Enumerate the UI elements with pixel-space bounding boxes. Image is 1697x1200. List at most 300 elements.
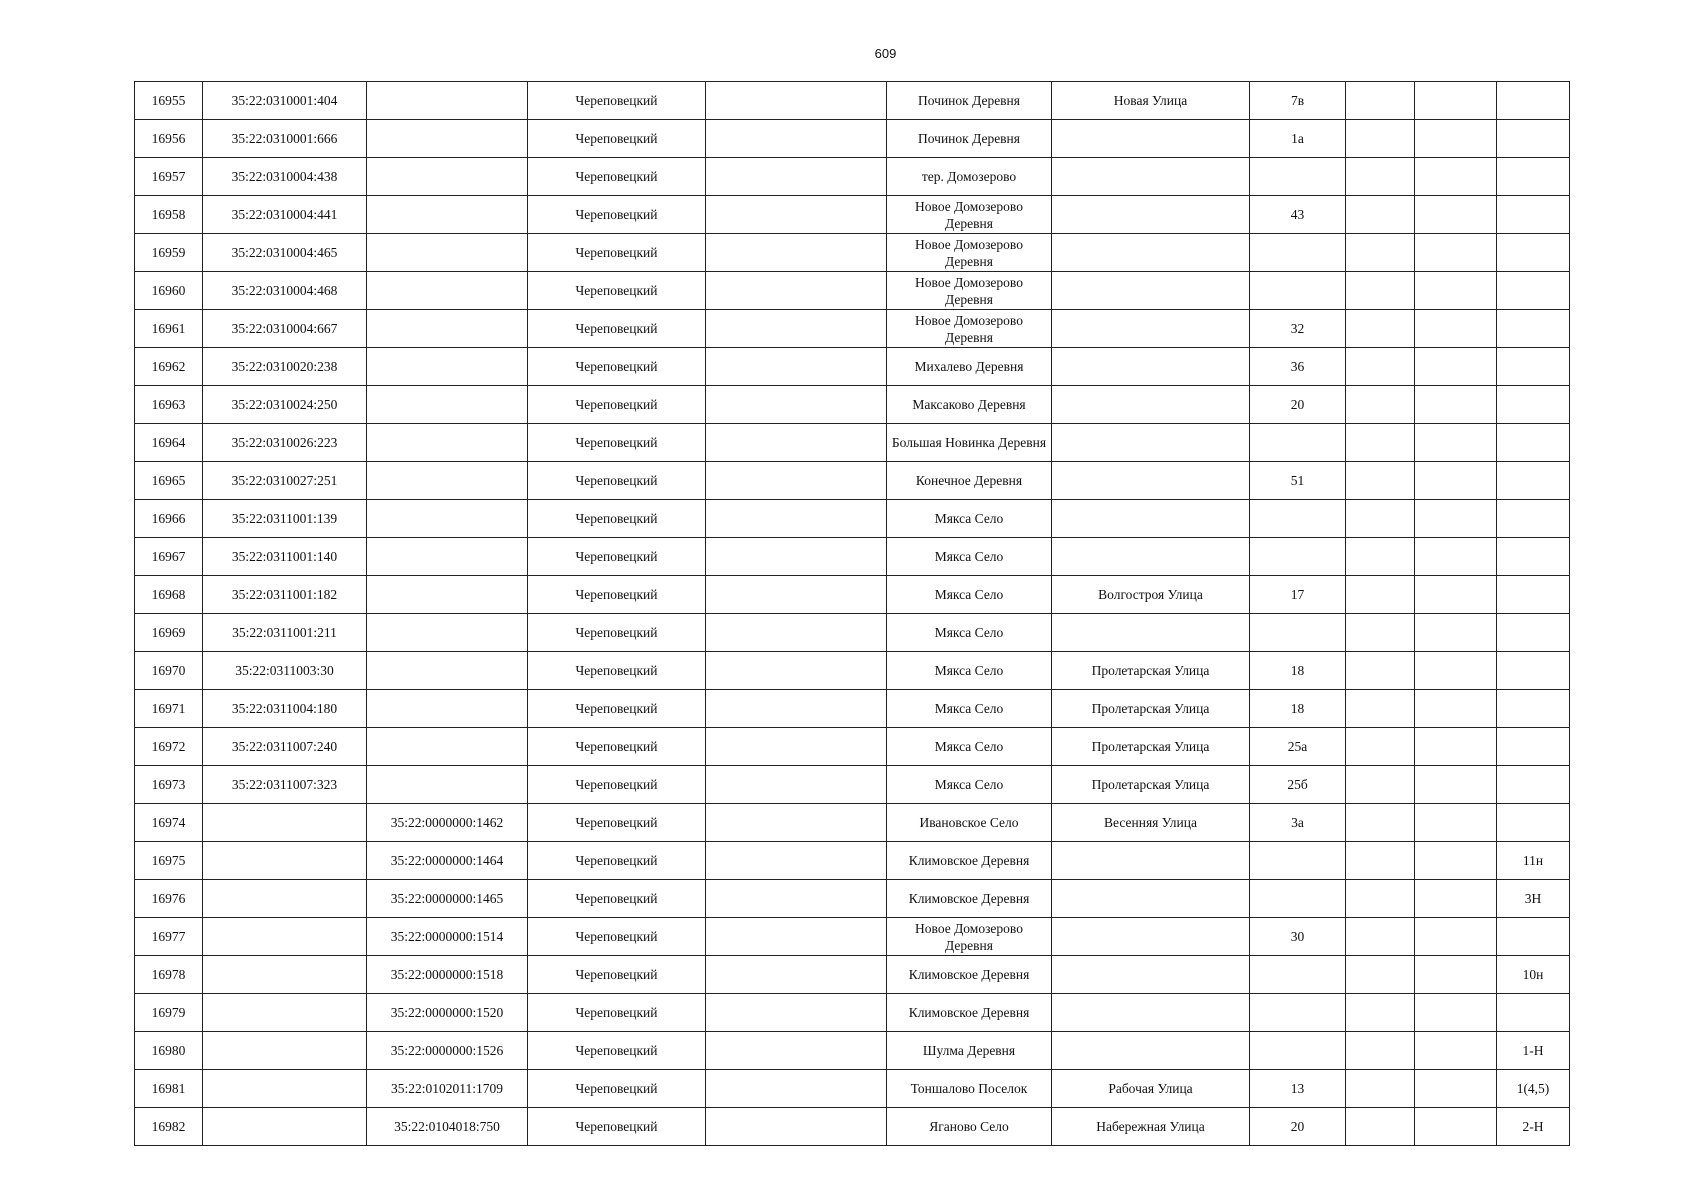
cell-district: Череповецкий [528,690,706,728]
cell-cadastral-number-alt [367,500,528,538]
cell-cadastral-number: 35:22:0310027:251 [203,462,367,500]
cell-locality: Новое Домозерово Деревня [887,234,1052,272]
cell-cadastral-number-alt [367,538,528,576]
cell-settlement-municipal [706,1032,887,1070]
cell-premises [1497,310,1570,348]
table-row [135,82,1570,120]
cell-row-number: 16980 [135,1032,203,1070]
cell-building [1346,728,1415,766]
cell-settlement-municipal [706,1108,887,1146]
cell-row-number: 16965 [135,462,203,500]
cell-district: Череповецкий [528,728,706,766]
cell-district: Череповецкий [528,804,706,842]
cell-district: Череповецкий [528,652,706,690]
cell-locality: Мякса Село [887,728,1052,766]
cell-row-number: 16973 [135,766,203,804]
cell-structure [1415,918,1497,956]
cell-street [1052,272,1250,310]
cell-row-number: 16963 [135,386,203,424]
cell-settlement-municipal [706,994,887,1032]
cell-locality: Мякса Село [887,576,1052,614]
cell-settlement-municipal [706,766,887,804]
cell-structure [1415,690,1497,728]
cell-premises [1497,462,1570,500]
cell-street [1052,196,1250,234]
cell-row-number: 16961 [135,310,203,348]
cell-building [1346,462,1415,500]
table-row [135,994,1570,1032]
cell-cadastral-number-alt [367,424,528,462]
table-row [135,728,1570,766]
cell-cadastral-number-alt [367,652,528,690]
cell-settlement-municipal [706,462,887,500]
cell-cadastral-number-alt [367,348,528,386]
cell-street [1052,1032,1250,1070]
cell-cadastral-number-alt [367,310,528,348]
cell-cadastral-number-alt [367,386,528,424]
cell-house-number [1250,994,1346,1032]
cell-building [1346,348,1415,386]
cell-settlement-municipal [706,310,887,348]
cell-district: Череповецкий [528,234,706,272]
table-row [135,690,1570,728]
cell-locality: Яганово Село [887,1108,1052,1146]
table-row [135,196,1570,234]
cell-settlement-municipal [706,652,887,690]
cell-locality: Новое Домозерово Деревня [887,918,1052,956]
cell-house-number [1250,956,1346,994]
cell-house-number [1250,1032,1346,1070]
cell-house-number: 3а [1250,804,1346,842]
cell-row-number: 16979 [135,994,203,1032]
cell-premises: 1-Н [1497,1032,1570,1070]
cell-premises [1497,158,1570,196]
cell-house-number: 7в [1250,82,1346,120]
cell-building [1346,652,1415,690]
cell-cadastral-number: 35:22:0310004:465 [203,234,367,272]
cell-house-number [1250,538,1346,576]
cell-locality: Мякса Село [887,690,1052,728]
cell-premises [1497,120,1570,158]
cell-building [1346,500,1415,538]
cell-premises [1497,386,1570,424]
table-row [135,766,1570,804]
cell-premises [1497,918,1570,956]
cell-structure [1415,348,1497,386]
cell-premises [1497,196,1570,234]
cell-building [1346,310,1415,348]
cell-district: Череповецкий [528,1032,706,1070]
cell-building [1346,994,1415,1032]
cell-district: Череповецкий [528,1108,706,1146]
cell-settlement-municipal [706,424,887,462]
cell-settlement-municipal [706,500,887,538]
cell-cadastral-number-alt [367,120,528,158]
cell-structure [1415,310,1497,348]
cell-district: Череповецкий [528,424,706,462]
page-number-text: 609 [874,46,897,61]
cell-settlement-municipal [706,538,887,576]
cell-row-number: 16968 [135,576,203,614]
cell-row-number: 16977 [135,918,203,956]
cell-row-number: 16956 [135,120,203,158]
table-row [135,1032,1570,1070]
cell-premises [1497,424,1570,462]
cell-cadastral-number-alt: 35:22:0000000:1462 [367,804,528,842]
table-row [135,272,1570,310]
cell-structure [1415,500,1497,538]
cell-premises [1497,728,1570,766]
cell-locality: Климовское Деревня [887,956,1052,994]
cell-premises: 11н [1497,842,1570,880]
cell-structure [1415,462,1497,500]
cell-cadastral-number: 35:22:0310001:404 [203,82,367,120]
cell-structure [1415,994,1497,1032]
table-row [135,1070,1570,1108]
cell-cadastral-number: 35:22:0310004:438 [203,158,367,196]
cell-house-number [1250,272,1346,310]
cell-cadastral-number [203,918,367,956]
cell-cadastral-number: 35:22:0311003:30 [203,652,367,690]
cell-cadastral-number-alt [367,614,528,652]
cell-row-number: 16971 [135,690,203,728]
cell-street [1052,234,1250,272]
cell-house-number: 30 [1250,918,1346,956]
cell-street: Пролетарская Улица [1052,652,1250,690]
cell-cadastral-number: 35:22:0311001:140 [203,538,367,576]
cell-street: Новая Улица [1052,82,1250,120]
cell-premises [1497,576,1570,614]
cell-cadastral-number-alt: 35:22:0000000:1526 [367,1032,528,1070]
cell-row-number: 16976 [135,880,203,918]
cell-premises [1497,348,1570,386]
cell-locality: Починок Деревня [887,120,1052,158]
table-row [135,424,1570,462]
cell-structure [1415,1108,1497,1146]
cell-locality: Ивановское Село [887,804,1052,842]
cell-cadastral-number: 35:22:0311001:182 [203,576,367,614]
cell-house-number: 36 [1250,348,1346,386]
cell-cadastral-number-alt: 35:22:0000000:1464 [367,842,528,880]
cell-street: Волгостроя Улица [1052,576,1250,614]
cell-street [1052,500,1250,538]
cell-building [1346,804,1415,842]
table-row [135,538,1570,576]
cell-cadastral-number-alt: 35:22:0000000:1514 [367,918,528,956]
table-row [135,652,1570,690]
cell-row-number: 16969 [135,614,203,652]
cell-street [1052,386,1250,424]
cell-premises [1497,82,1570,120]
cell-structure [1415,1032,1497,1070]
cell-building [1346,158,1415,196]
cell-row-number: 16972 [135,728,203,766]
cell-row-number: 16970 [135,652,203,690]
cell-cadastral-number-alt: 35:22:0000000:1518 [367,956,528,994]
cell-district: Череповецкий [528,500,706,538]
cell-house-number [1250,842,1346,880]
cell-structure [1415,804,1497,842]
cell-settlement-municipal [706,576,887,614]
cell-settlement-municipal [706,158,887,196]
table-row [135,462,1570,500]
cell-structure [1415,842,1497,880]
cell-district: Череповецкий [528,348,706,386]
cell-cadastral-number: 35:22:0310004:468 [203,272,367,310]
cell-street: Пролетарская Улица [1052,690,1250,728]
cell-premises [1497,690,1570,728]
cell-cadastral-number: 35:22:0311001:139 [203,500,367,538]
cell-district: Череповецкий [528,614,706,652]
cell-house-number: 13 [1250,1070,1346,1108]
cell-cadastral-number: 35:22:0310026:223 [203,424,367,462]
cell-settlement-municipal [706,842,887,880]
cell-settlement-municipal [706,1070,887,1108]
table-row [135,842,1570,880]
cell-street [1052,348,1250,386]
cell-house-number [1250,424,1346,462]
cell-building [1346,272,1415,310]
cell-district: Череповецкий [528,386,706,424]
cell-locality: Климовское Деревня [887,880,1052,918]
table-row [135,956,1570,994]
cell-row-number: 16964 [135,424,203,462]
cell-cadastral-number [203,1070,367,1108]
cell-house-number: 32 [1250,310,1346,348]
cell-locality: Климовское Деревня [887,994,1052,1032]
cell-building [1346,690,1415,728]
cell-locality: Климовское Деревня [887,842,1052,880]
cell-locality: Мякса Село [887,614,1052,652]
cell-district: Череповецкий [528,82,706,120]
cell-locality: Мякса Село [887,500,1052,538]
cell-settlement-municipal [706,272,887,310]
cell-house-number [1250,880,1346,918]
cell-building [1346,1032,1415,1070]
cell-street [1052,462,1250,500]
cell-cadastral-number-alt [367,234,528,272]
page-number [0,46,1697,61]
cell-district: Череповецкий [528,196,706,234]
cell-cadastral-number-alt [367,576,528,614]
cell-street [1052,538,1250,576]
cell-cadastral-number [203,842,367,880]
table-row [135,804,1570,842]
cell-cadastral-number-alt: 35:22:0104018:750 [367,1108,528,1146]
cell-cadastral-number-alt [367,690,528,728]
cell-structure [1415,120,1497,158]
cell-building [1346,880,1415,918]
table-row [135,386,1570,424]
cell-structure [1415,386,1497,424]
cell-premises: 10н [1497,956,1570,994]
table-row [135,880,1570,918]
cell-street [1052,880,1250,918]
cell-street [1052,310,1250,348]
cell-locality: Максаково Деревня [887,386,1052,424]
cell-row-number: 16959 [135,234,203,272]
cell-structure [1415,424,1497,462]
table-row [135,310,1570,348]
cell-premises [1497,994,1570,1032]
cell-street: Рабочая Улица [1052,1070,1250,1108]
cell-building [1346,196,1415,234]
cell-structure [1415,538,1497,576]
cell-settlement-municipal [706,804,887,842]
cell-cadastral-number: 35:22:0310001:666 [203,120,367,158]
cell-structure [1415,652,1497,690]
cell-district: Череповецкий [528,158,706,196]
cell-locality: Новое Домозерово Деревня [887,310,1052,348]
cell-cadastral-number: 35:22:0310004:667 [203,310,367,348]
cell-cadastral-number-alt [367,728,528,766]
table-row [135,234,1570,272]
cell-house-number [1250,614,1346,652]
cell-district: Череповецкий [528,1070,706,1108]
cell-settlement-municipal [706,120,887,158]
cell-locality: Шулма Деревня [887,1032,1052,1070]
cell-building [1346,614,1415,652]
cell-building [1346,1070,1415,1108]
cell-street: Набережная Улица [1052,1108,1250,1146]
cell-structure [1415,158,1497,196]
cell-cadastral-number-alt: 35:22:0102011:1709 [367,1070,528,1108]
cell-street: Пролетарская Улица [1052,728,1250,766]
cell-locality: Починок Деревня [887,82,1052,120]
cell-cadastral-number: 35:22:0311007:323 [203,766,367,804]
cell-structure [1415,766,1497,804]
cell-district: Череповецкий [528,272,706,310]
cell-house-number [1250,500,1346,538]
cell-street [1052,120,1250,158]
cell-cadastral-number [203,1108,367,1146]
cell-settlement-municipal [706,728,887,766]
cell-street [1052,918,1250,956]
cell-cadastral-number-alt: 35:22:0000000:1465 [367,880,528,918]
cell-district: Череповецкий [528,576,706,614]
table-row [135,348,1570,386]
cell-cadastral-number-alt [367,82,528,120]
cell-street [1052,424,1250,462]
cell-building [1346,918,1415,956]
cell-locality: Мякса Село [887,538,1052,576]
table-row [135,576,1570,614]
cell-cadastral-number-alt [367,272,528,310]
cell-settlement-municipal [706,82,887,120]
cell-house-number: 20 [1250,386,1346,424]
cell-building [1346,956,1415,994]
cell-cadastral-number: 35:22:0310004:441 [203,196,367,234]
cell-building [1346,1108,1415,1146]
cell-premises [1497,614,1570,652]
cell-premises [1497,766,1570,804]
cell-district: Череповецкий [528,880,706,918]
cell-settlement-municipal [706,348,887,386]
cell-row-number: 16974 [135,804,203,842]
cell-locality: Новое Домозерово Деревня [887,272,1052,310]
cell-house-number: 18 [1250,652,1346,690]
cell-cadastral-number: 35:22:0310024:250 [203,386,367,424]
table-row [135,500,1570,538]
cell-premises [1497,272,1570,310]
cell-premises: 2-Н [1497,1108,1570,1146]
cell-building [1346,842,1415,880]
cell-structure [1415,234,1497,272]
cell-settlement-municipal [706,880,887,918]
cell-row-number: 16955 [135,82,203,120]
cell-cadastral-number-alt [367,196,528,234]
cell-cadastral-number [203,956,367,994]
cell-structure [1415,614,1497,652]
cell-structure [1415,196,1497,234]
cell-building [1346,82,1415,120]
cell-cadastral-number [203,1032,367,1070]
cell-row-number: 16957 [135,158,203,196]
cell-locality: Михалево Деревня [887,348,1052,386]
cell-district: Череповецкий [528,994,706,1032]
register-table [134,81,1570,1146]
cell-row-number: 16962 [135,348,203,386]
cell-premises [1497,538,1570,576]
cell-street: Весенняя Улица [1052,804,1250,842]
table-row [135,158,1570,196]
cell-cadastral-number: 35:22:0311004:180 [203,690,367,728]
cell-district: Череповецкий [528,538,706,576]
cell-district: Череповецкий [528,956,706,994]
table-row [135,918,1570,956]
cell-row-number: 16958 [135,196,203,234]
cell-premises [1497,234,1570,272]
cell-cadastral-number-alt [367,766,528,804]
cell-building [1346,538,1415,576]
cell-house-number: 43 [1250,196,1346,234]
cell-settlement-municipal [706,196,887,234]
cell-street [1052,842,1250,880]
cell-house-number [1250,158,1346,196]
cell-locality: Тоншалово Поселок [887,1070,1052,1108]
table-row [135,120,1570,158]
cell-house-number [1250,234,1346,272]
cell-street: Пролетарская Улица [1052,766,1250,804]
cell-structure [1415,272,1497,310]
cell-house-number: 51 [1250,462,1346,500]
cell-cadastral-number-alt [367,462,528,500]
cell-settlement-municipal [706,386,887,424]
cell-district: Череповецкий [528,766,706,804]
cell-structure [1415,880,1497,918]
cell-row-number: 16981 [135,1070,203,1108]
cell-cadastral-number-alt [367,158,528,196]
cell-locality: Мякса Село [887,652,1052,690]
cell-row-number: 16967 [135,538,203,576]
cell-settlement-municipal [706,690,887,728]
cell-premises [1497,804,1570,842]
cell-structure [1415,82,1497,120]
cell-cadastral-number: 35:22:0311001:211 [203,614,367,652]
cell-building [1346,234,1415,272]
cell-building [1346,576,1415,614]
cell-building [1346,766,1415,804]
cell-premises: 3Н [1497,880,1570,918]
cell-cadastral-number: 35:22:0310020:238 [203,348,367,386]
cell-settlement-municipal [706,614,887,652]
table-row [135,614,1570,652]
cell-premises [1497,500,1570,538]
cell-building [1346,386,1415,424]
cell-locality: тер. Домозерово [887,158,1052,196]
cell-settlement-municipal [706,956,887,994]
cell-premises: 1(4,5) [1497,1070,1570,1108]
